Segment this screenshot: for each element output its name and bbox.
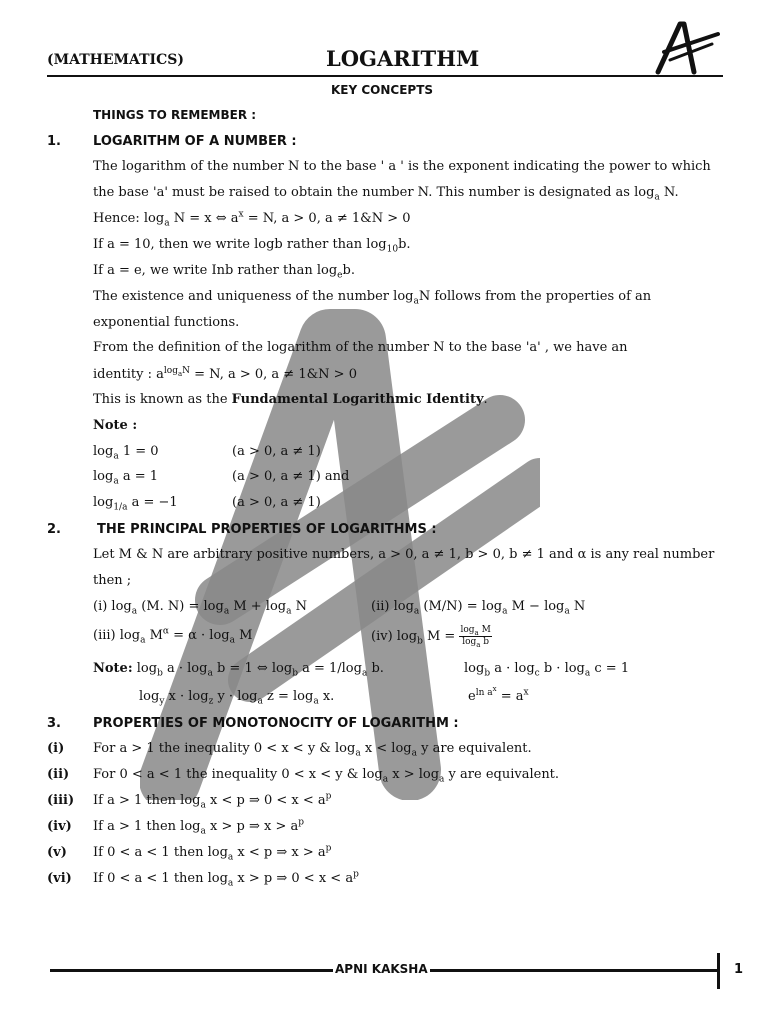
things-to-remember: THINGS TO REMEMBER :: [93, 108, 257, 122]
item-number: (v): [47, 845, 67, 860]
page-title: LOGARITHM: [326, 46, 480, 71]
section-1-number: 1.: [47, 134, 61, 149]
item-number: (iv): [47, 819, 72, 834]
paragraph-line: exponential functions.: [93, 315, 240, 330]
item-number: (vi): [47, 871, 72, 886]
footer-divider: [717, 953, 720, 989]
monotonicity-item: If a > 1 then $\log_a x > p$ ⇒ $x > a^p$: [93, 817, 304, 837]
note-formula: $\log_{1/a} a = -1$: [93, 495, 178, 513]
base-e-note: If a = e, we write Inb rather than $\log_eb$.: [93, 263, 355, 281]
note-condition: (a > 0, a ≠ 1): [232, 444, 321, 459]
apni-kaksha-logo: [650, 18, 720, 76]
note-product-chain: $\log_y x \cdot \log_z y \cdot \log_a z = \log_a x$.: [139, 689, 335, 707]
property-i: (i) $\log_a (M$. $N) = \log_a M + \log_a N$: [93, 599, 308, 617]
base-change-fraction: $\frac{\log_a M}{\log_a b}$: [460, 625, 491, 649]
subject-label: (MATHEMATICS): [47, 52, 184, 68]
monotonicity-item: For 0 < a < 1 the inequality 0 < x < y & $\log_a x > \log_a y$ are equivalent.: [93, 767, 560, 785]
item-number: (iii): [47, 793, 75, 808]
note-formula: $\log_a 1 = 0$: [93, 444, 159, 462]
item-number: (i): [47, 741, 65, 756]
note-chain-rule: Note: $\log_b a \cdot \log_a b = 1$ ⇔ $\log_b a = 1/\log_a$ b.: [93, 661, 384, 679]
property-ii: (ii) $\log_a (M/N) = \log_a M - \log_a N$: [371, 599, 586, 617]
key-concepts-heading: KEY CONCEPTS: [331, 83, 434, 97]
note-condition: (a > 0, a ≠ 1) and: [232, 469, 350, 484]
paragraph-line: the base 'a' must be raised to obtain the number N. This number is designated as $\log_a N$.: [93, 185, 679, 203]
section-1-heading: LOGARITHM OF A NUMBER :: [93, 134, 297, 149]
header-rule: [47, 75, 723, 77]
identity-line: identity : $a^{log_aN} = N$, a > 0, a ≠ 1&N > 0: [93, 365, 357, 382]
paragraph-line: Let M & N are arbitrary positive numbers, a > 0, a ≠ 1, b > 0, b ≠ 1 and α is any real number: [93, 547, 715, 562]
property-iv: (iv) $\log_b M$ = $\frac{\log_a M}{\log_a b}$: [371, 625, 491, 649]
page-number: 1: [734, 962, 744, 977]
monotonicity-item: If a > 1 then $\log_a x < p$ ⇒ $0 < x < a^p$: [93, 791, 332, 811]
note-cyclic-rule: $\log_b a \cdot \log_c b \cdot \log_a c = 1$: [464, 661, 630, 679]
section-3-number: 3.: [47, 716, 61, 731]
section-3-heading: PROPERTIES OF MONOTONOCITY OF LOGARITHM :: [93, 716, 459, 731]
paragraph-line: then ;: [93, 573, 132, 588]
monotonicity-item: For a > 1 the inequality 0 < x < y & $\log_a x < \log_a y$ are equivalent.: [93, 741, 532, 759]
property-iii: (iii) $\log_a M^\alpha = \alpha \cdot \log_a M$: [93, 626, 253, 646]
monotonicity-item: If 0 < a < 1 then $\log_a x > p$ ⇒ $0 < x < a^p$: [93, 869, 359, 889]
note-exponential: $e^{ln a^x} = a^x$: [468, 684, 529, 704]
hence-definition: Hence: $\log_a N = x$ ⇔ $a^x = N$, a > 0, a ≠ 1&N > 0: [93, 209, 411, 229]
base-10-note: If a = 10, then we write logb rather than $\log_{10}b$.: [93, 237, 411, 255]
paragraph-line: The logarithm of the number N to the base ' a ' is the exponent indicating the power to which: [93, 159, 711, 174]
note-formula: $\log_a a = 1$: [93, 469, 158, 487]
paragraph-line: From the definition of the logarithm of the number N to the base 'a' , we have an: [93, 340, 628, 355]
paragraph-line: The existence and uniqueness of the number $\log_aN$ follows from the properties of an: [93, 289, 652, 307]
section-2-heading: THE PRINCIPAL PROPERTIES OF LOGARITHMS :: [97, 522, 437, 537]
item-number: (ii): [47, 767, 70, 782]
monotonicity-item: If 0 < a < 1 then $\log_a x < p$ ⇒ $x > a^p$: [93, 843, 332, 863]
section-2-number: 2.: [47, 522, 61, 537]
note-condition: (a > 0, a ≠ 1): [232, 495, 321, 510]
identity-name: This is known as the Fundamental Logarithmic Identity.: [93, 392, 488, 407]
footer-brand: APNI KAKSHA: [335, 962, 428, 976]
note-label: Note :: [93, 418, 138, 433]
